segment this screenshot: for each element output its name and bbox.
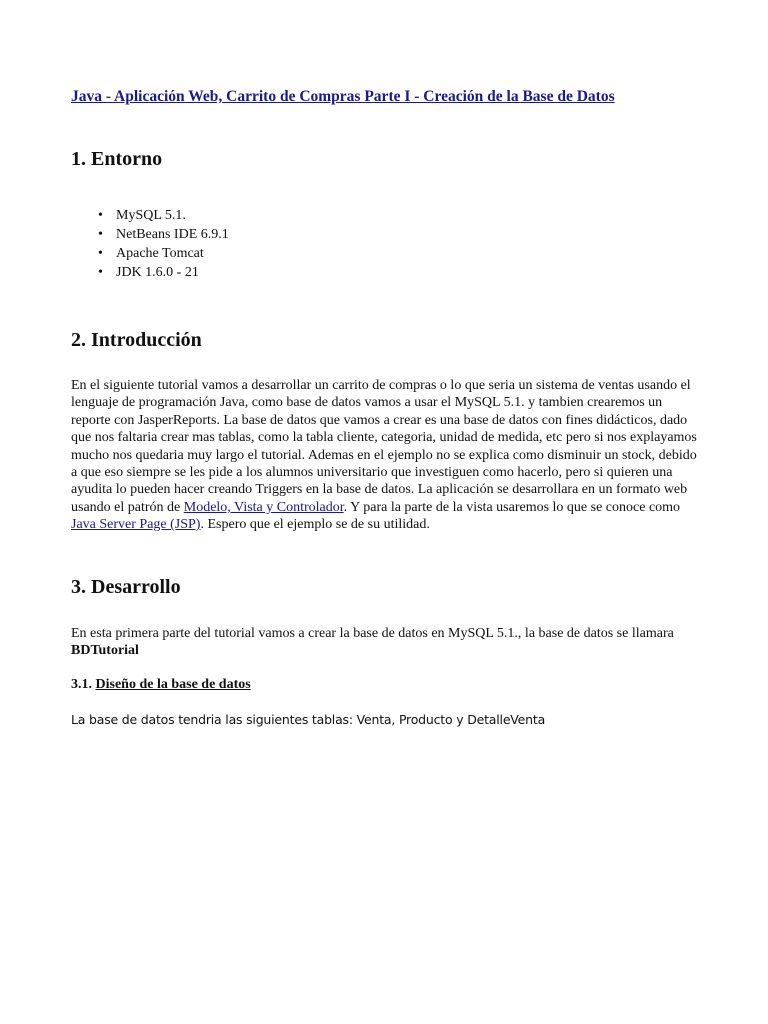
section-heading-introduccion: 2. Introducción [71,329,202,351]
intro-paragraph [71,377,701,534]
desarrollo-text: En esta primera parte del tutorial vamos a crear la base de datos en MySQL 5.1., la base de datos se llamara [71,626,674,641]
intro-text-part1: En el siguiente tutorial vamos a desarrollar un carrito de compras o lo que seria un sistema de ventas usando el lenguaje de programación Java, como base de datos vamos a usar el MySQL 5.1. y tambien crearemos un reporte con JasperReports. La base de datos que vamos a crear es una base de datos con fines didácticos, dado que nos faltaria crear mas tablas, como la tabla cliente, categoria, unidad de medida, etc pero si nos explayamos mucho nos quedaria muy largo el tutorial. Ademas en el ejemplo no se explica como disminuir un stock, debido a que eso siempre se les pide a los alumnos universitario que investiguen como hacerlo, pero si quieren una ayudita lo pueden hacer creando Triggers en la base de datos. La aplicación se desarrollara en un formato web usando el patrón de [71,378,697,515]
list-item: • Apache Tomcat [116,244,229,263]
section-heading-desarrollo: 3. Desarrollo [71,576,181,598]
list-item: • NetBeans IDE 6.9.1 [116,225,229,244]
subsection-title: Diseño de la base de datos [95,677,251,692]
list-item: • JDK 1.6.0 - 21 [116,263,229,282]
database-name: BDTutorial [71,643,139,659]
jsp-link[interactable]: Java Server Page (JSP) [71,517,201,533]
list-item: • MySQL 5.1. [116,206,229,225]
document-title-link[interactable]: Java - Aplicación Web, Carrito de Compras Parte I - Creación de la Base de Datos [71,88,615,105]
desarrollo-paragraph [71,625,701,660]
intro-text-part3: . Espero que el ejemplo se de su utilidad. [200,517,430,533]
mvc-link[interactable]: Modelo, Vista y Controlador [183,499,344,515]
section-heading-entorno: 1. Entorno [71,148,163,170]
tables-paragraph: La base de datos tendria las siguientes tablas: Venta, Producto y DetalleVenta [71,712,546,727]
subsection-heading [71,677,251,693]
intro-text-part2: . Y para la parte de la vista usaremos lo que se conoce como [343,499,681,515]
environment-list [71,206,229,282]
subsection-number: 3.1. [71,677,96,692]
